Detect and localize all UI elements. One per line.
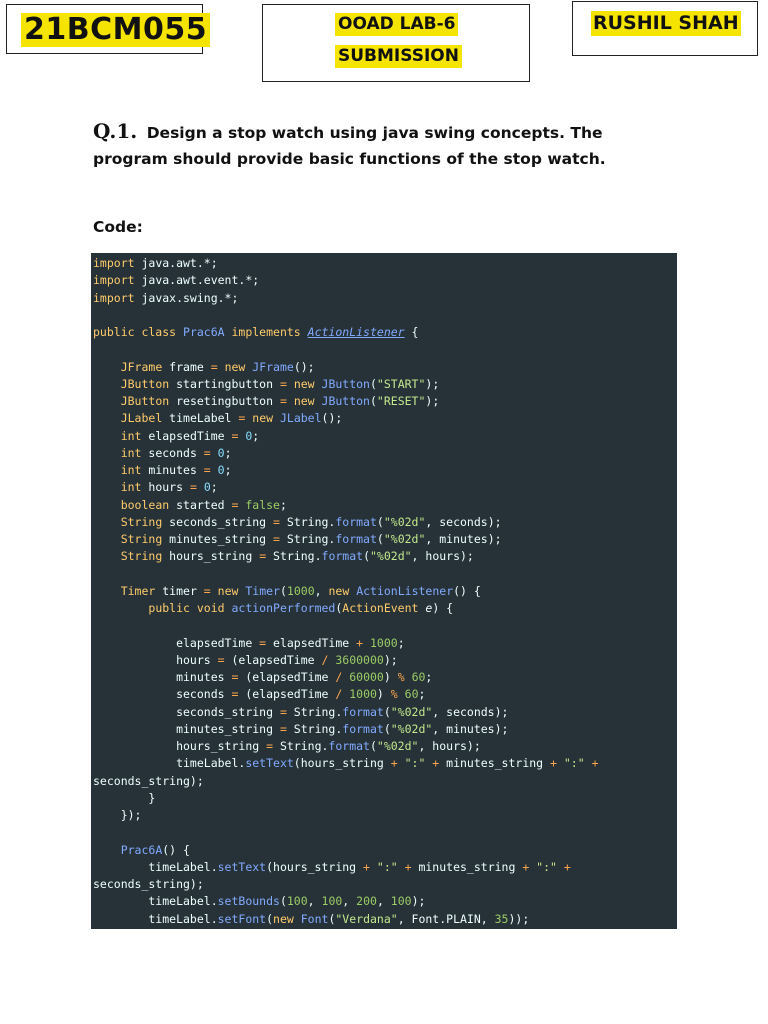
code-token: seconds_string); <box>93 773 204 788</box>
code-token: = <box>231 670 246 684</box>
code-token: minutes <box>148 463 204 477</box>
code-token: 1000 <box>286 583 315 598</box>
code-token: JButton <box>120 376 177 391</box>
code-line <box>93 773 677 790</box>
code-token: + <box>356 635 370 650</box>
code-line <box>93 790 677 807</box>
code-line <box>93 738 677 755</box>
code-token: (elapsedTime <box>245 670 336 684</box>
code-token: = <box>217 652 232 667</box>
code-token: import <box>93 290 142 305</box>
code-token: ( <box>363 549 370 564</box>
code-token: = <box>210 359 225 374</box>
code-line <box>93 255 677 272</box>
code-token: 0 <box>217 445 225 460</box>
code-token: ) <box>383 670 398 684</box>
code-token: int <box>120 463 149 477</box>
code-token: 60 <box>404 687 419 702</box>
code-line <box>93 393 677 410</box>
code-token <box>93 515 121 529</box>
code-token: = <box>203 583 218 598</box>
code-token <box>93 411 121 425</box>
code-token: = <box>189 480 204 495</box>
code-token: ( <box>383 704 391 719</box>
code-line <box>93 652 677 669</box>
code-line <box>93 272 677 289</box>
code-token: new <box>217 583 246 598</box>
code-token: int <box>120 428 149 443</box>
code-token: + <box>432 756 447 771</box>
code-token: + <box>550 756 564 771</box>
code-token: seconds <box>93 687 232 702</box>
code-token: ( <box>369 739 377 753</box>
code-line <box>93 566 677 583</box>
code-token: = <box>231 497 246 512</box>
code-token: }); <box>93 808 142 822</box>
code-line <box>93 531 677 548</box>
code-token <box>93 498 121 512</box>
code-token: + <box>563 859 571 874</box>
code-token <box>93 843 121 857</box>
code-line <box>93 876 677 893</box>
code-token: = <box>259 549 274 564</box>
code-token: ; <box>425 670 433 684</box>
code-token: + <box>404 859 419 874</box>
code-token: JLabel <box>120 411 170 426</box>
code-token: Timer <box>120 583 163 598</box>
code-token: java.awt.*; <box>141 256 218 270</box>
code-token: ( <box>328 911 336 926</box>
code-token: String. <box>273 549 322 564</box>
code-token: = <box>266 739 280 753</box>
code-token: hours <box>148 480 190 495</box>
code-line <box>93 497 677 514</box>
code-line <box>93 410 677 427</box>
code-token: % <box>390 687 405 702</box>
code-line <box>93 617 677 634</box>
code-token: JFrame <box>120 359 170 374</box>
code-line <box>93 307 677 324</box>
code-token <box>93 394 121 408</box>
code-token: ; <box>224 445 232 460</box>
code-token: "%02d" <box>376 739 419 753</box>
code-token: boolean <box>120 497 177 512</box>
code-token <box>93 446 121 460</box>
code-token: ( <box>266 911 274 926</box>
code-token: minutes <box>93 670 232 684</box>
code-token: format <box>321 549 364 564</box>
code-line <box>93 600 677 617</box>
code-token: setText <box>217 859 267 874</box>
code-token: timer <box>162 583 204 598</box>
code-heading: Code: <box>93 218 143 236</box>
code-token: String. <box>279 739 329 753</box>
code-token: , seconds); <box>425 514 502 529</box>
code-token: 35 <box>494 911 509 926</box>
code-token: "%02d" <box>383 532 426 546</box>
code-token: (elapsedTime <box>231 652 322 667</box>
code-token: String. <box>286 532 336 546</box>
code-token: minutes_string <box>169 532 274 546</box>
code-line <box>93 376 677 393</box>
code-token: ) <box>376 687 391 702</box>
code-token: timeLabel. <box>93 911 218 926</box>
code-token <box>93 480 121 494</box>
code-token: , minutes); <box>432 721 509 736</box>
code-line <box>93 686 677 703</box>
code-token: , hours); <box>411 549 474 564</box>
code-token: elapsedTime <box>273 635 357 650</box>
code-token: JLabel <box>279 411 322 426</box>
lab-subtitle: SUBMISSION <box>335 45 462 68</box>
code-token: ); <box>383 652 398 667</box>
code-line <box>93 479 677 496</box>
code-token: minutes_string <box>446 756 551 771</box>
student-name: RUSHIL SHAH <box>593 12 739 34</box>
code-token: "%02d" <box>390 704 433 719</box>
code-line <box>93 583 677 600</box>
code-token: timeLabel. <box>93 894 218 909</box>
code-token: minutes_string <box>93 721 280 736</box>
code-token: format <box>335 532 377 546</box>
code-token: "START" <box>376 376 426 391</box>
code-token: seconds_string); <box>93 877 204 891</box>
code-token: new <box>252 411 280 426</box>
code-token: , hours); <box>418 739 481 753</box>
code-token: } <box>93 790 156 805</box>
code-token: ":" <box>563 756 592 771</box>
code-token: "%02d" <box>390 721 433 736</box>
code-token: "Verdana" <box>335 911 398 926</box>
code-token: 0 <box>245 428 253 443</box>
code-token: / <box>321 652 336 667</box>
code-token: = <box>279 721 294 736</box>
code-token: ; <box>252 428 260 443</box>
code-line <box>93 359 677 376</box>
code-token: + <box>522 859 537 874</box>
code-token: Font <box>300 911 329 926</box>
code-token: hours_string <box>169 549 260 564</box>
code-block <box>91 253 677 929</box>
code-token: seconds_string <box>169 514 274 529</box>
code-token: public class <box>93 325 184 339</box>
code-token: timeLabel <box>169 411 239 426</box>
code-token: = <box>259 635 274 650</box>
code-token: "%02d" <box>383 514 426 529</box>
code-line <box>93 514 677 531</box>
code-token: 3600000 <box>335 652 384 667</box>
code-token: new <box>328 583 357 598</box>
code-token: ( <box>376 514 384 529</box>
code-token: (hours_string <box>266 859 364 874</box>
code-token: 60 <box>411 670 426 684</box>
code-token: setText <box>245 756 294 771</box>
code-token: = <box>203 463 218 477</box>
code-token: , <box>307 894 322 909</box>
code-token: format <box>335 514 377 529</box>
code-token: 60000 <box>349 670 384 684</box>
code-token: (); <box>321 411 343 426</box>
code-token: ) { <box>432 601 454 615</box>
roll-number: 21BCM055 <box>21 13 210 47</box>
code-token: JButton <box>321 394 370 408</box>
code-token: = <box>203 445 218 460</box>
code-token <box>93 584 121 598</box>
code-token: format <box>342 721 384 736</box>
code-token <box>93 549 121 563</box>
code-token: / <box>335 687 350 702</box>
code-token: elapsedTime <box>93 635 260 650</box>
code-token: , <box>314 583 329 598</box>
code-token: Timer <box>245 583 280 598</box>
code-token: ( <box>369 376 377 391</box>
code-line <box>93 445 677 462</box>
code-token: String <box>120 532 170 546</box>
code-token: resetingbutton <box>176 394 280 408</box>
code-token: = <box>231 428 246 443</box>
code-token: = <box>273 532 287 546</box>
code-token <box>93 360 121 374</box>
code-line <box>93 824 677 841</box>
code-token: new <box>224 359 253 374</box>
roll-number-box <box>6 4 208 54</box>
code-token: ); <box>425 376 440 391</box>
code-token: 1000 <box>369 635 398 650</box>
code-line <box>93 341 677 358</box>
code-line <box>93 462 677 479</box>
code-token: ( <box>279 583 287 598</box>
code-line <box>93 548 677 565</box>
code-token: , seconds); <box>432 704 509 719</box>
code-token: + <box>363 859 377 874</box>
code-token: ( <box>335 601 343 615</box>
code-token: format <box>328 739 370 753</box>
code-token: )); <box>508 911 530 926</box>
question-text: Design a stop watch using java swing concepts. The program should provide basic functions of the stop watch. <box>93 124 606 168</box>
code-line <box>93 704 677 721</box>
code-token: + <box>390 756 405 771</box>
code-line <box>93 842 677 859</box>
code-token: new <box>293 394 322 408</box>
code-token: 0 <box>217 463 225 477</box>
code-token: ":" <box>536 859 564 874</box>
code-token: false <box>245 497 280 512</box>
code-token: import <box>93 256 142 270</box>
code-token: ActionListener <box>356 583 454 598</box>
code-token: timeLabel. <box>93 756 246 771</box>
code-token: = <box>273 514 287 529</box>
code-line <box>93 290 677 307</box>
code-token: () { <box>162 842 190 857</box>
code-token: (elapsedTime <box>245 687 336 702</box>
code-line <box>93 807 677 824</box>
lab-title-box <box>262 4 530 82</box>
code-token: String. <box>293 704 343 719</box>
code-token: 100 <box>390 894 412 909</box>
code-token: ); <box>411 894 426 909</box>
code-token: e <box>425 601 433 615</box>
code-token <box>93 377 121 391</box>
code-token: ; <box>210 480 218 495</box>
code-token: actionPerformed <box>231 601 336 615</box>
code-token: (); <box>293 359 315 374</box>
code-token: , Font.PLAIN, <box>397 911 495 926</box>
code-token: ; <box>224 463 232 477</box>
code-token: "RESET" <box>376 394 426 408</box>
code-token: timeLabel. <box>93 859 218 874</box>
code-token: javax.swing.*; <box>141 290 239 305</box>
code-token: setBounds <box>217 894 280 909</box>
code-token: int <box>120 480 149 495</box>
code-token: ; <box>397 635 405 650</box>
code-token: ":" <box>376 859 405 874</box>
code-line <box>93 755 677 772</box>
question-number: Q.1. <box>93 119 138 143</box>
code-token: (hours_string <box>293 756 391 771</box>
code-token: Prac6A <box>120 842 163 857</box>
code-token: seconds <box>148 445 204 460</box>
code-token: ( <box>279 894 287 909</box>
code-token: ( <box>376 532 384 546</box>
code-token: 200 <box>356 894 377 909</box>
code-token: minutes_string <box>418 859 523 874</box>
code-token: ); <box>425 394 440 408</box>
code-token: new <box>293 376 322 391</box>
code-token: () { <box>453 583 481 598</box>
code-token: format <box>342 704 384 719</box>
code-token <box>93 532 121 546</box>
code-token <box>93 429 121 443</box>
code-token: { <box>404 325 419 339</box>
code-token: , <box>376 894 391 909</box>
code-token: ; <box>418 687 426 702</box>
code-token: ( <box>369 394 377 408</box>
code-token: String. <box>293 721 343 736</box>
code-token: = <box>238 411 253 426</box>
code-line <box>93 324 677 341</box>
code-token: String <box>120 514 170 529</box>
code-token: , <box>342 894 357 909</box>
code-line <box>93 893 677 910</box>
code-token: = <box>279 704 294 719</box>
code-token: java.awt.event.*; <box>141 273 260 288</box>
code-token: import <box>93 273 142 288</box>
code-line <box>93 859 677 876</box>
code-token: JButton <box>321 376 370 391</box>
question <box>93 118 653 172</box>
code-token: hours <box>93 652 218 667</box>
code-token: String. <box>286 514 336 529</box>
code-line <box>93 669 677 686</box>
code-token: ; <box>279 497 287 512</box>
code-token: JFrame <box>252 359 294 374</box>
code-token: ":" <box>404 756 433 771</box>
code-token: = <box>279 394 294 408</box>
code-token <box>93 463 121 477</box>
code-token: 100 <box>286 894 308 909</box>
code-line <box>93 428 677 445</box>
code-token: seconds_string <box>93 704 280 719</box>
code-token: implements <box>231 325 308 339</box>
student-name-box <box>572 1 758 56</box>
code-token: 0 <box>203 480 211 495</box>
code-token: started <box>176 497 232 512</box>
code-token: int <box>120 445 149 460</box>
code-token: = <box>279 376 294 391</box>
code-token: ActionEvent <box>342 601 426 615</box>
code-token <box>93 601 148 615</box>
code-line <box>93 721 677 738</box>
code-token: % <box>397 670 412 684</box>
code-token: setFont <box>217 911 267 926</box>
code-token: 100 <box>321 894 343 909</box>
code-token: startingbutton <box>176 376 280 391</box>
code-token: new <box>273 911 301 926</box>
code-token: ActionListener <box>307 325 405 339</box>
code-token: String <box>120 549 170 564</box>
code-token: ( <box>383 721 391 736</box>
code-token: JButton <box>120 394 177 408</box>
code-token: elapsedTime <box>148 428 232 443</box>
code-token: + <box>591 756 599 771</box>
code-token: "%02d" <box>370 549 412 564</box>
code-token: Prac6A <box>183 325 232 339</box>
code-line <box>93 911 677 928</box>
code-token: , minutes); <box>425 532 502 546</box>
code-token: public void <box>148 601 232 615</box>
lab-title: OOAD LAB-6 <box>335 13 458 36</box>
code-token: = <box>231 687 246 702</box>
code-token: hours_string <box>93 739 267 753</box>
code-token: frame <box>169 359 211 374</box>
code-token: / <box>335 670 350 684</box>
code-token: 1000 <box>349 687 377 702</box>
code-line <box>93 635 677 652</box>
